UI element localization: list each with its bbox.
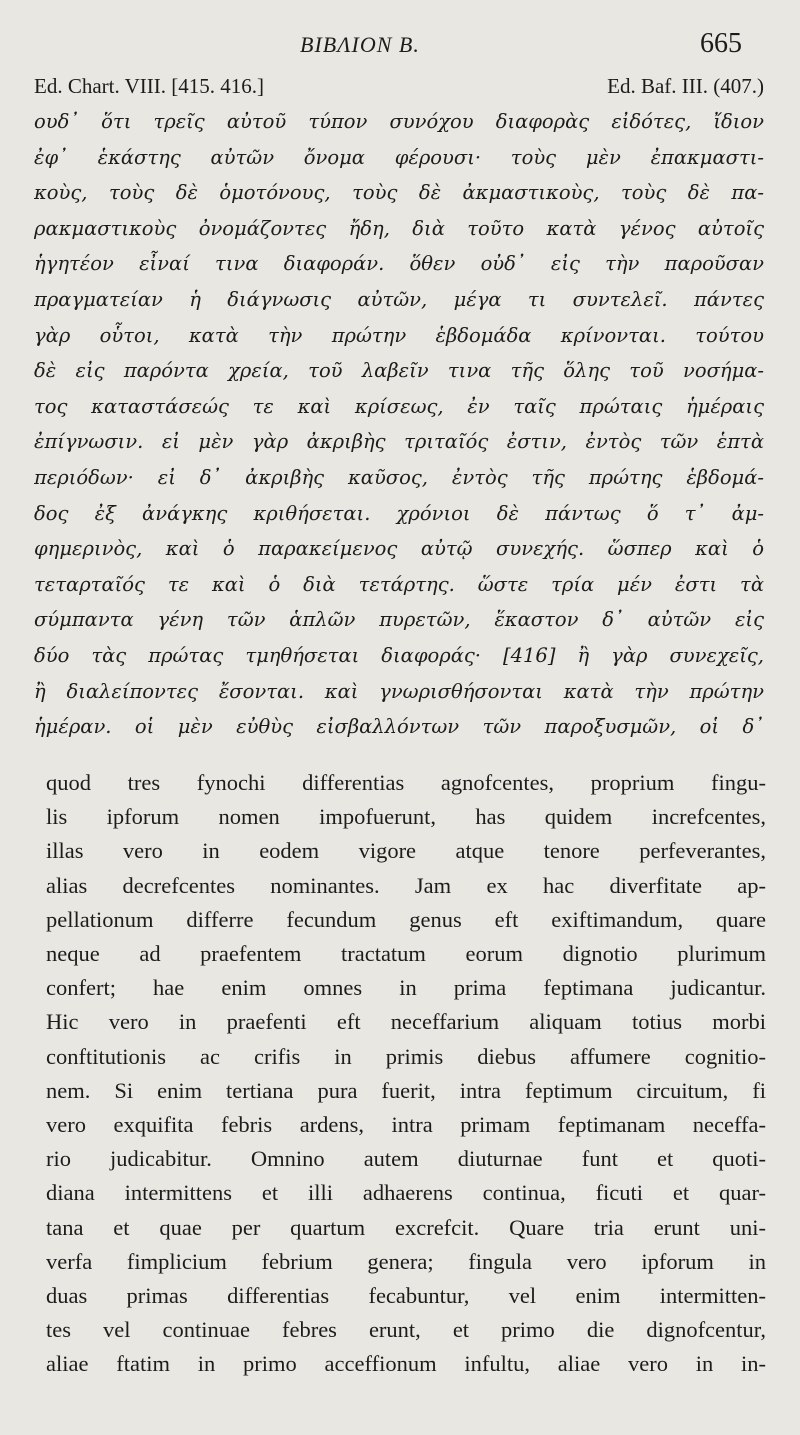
edition-basel-reference: Ed. Baf. III. (407.) [607,74,764,98]
latin-text-line: quod tres fynochi differentias agnofcentes, proprium fingu- [46,770,766,795]
greek-text-line: δος ἐξ ἀνάγκης κριθήσεται. χρόνιοι δὲ πάντως ὅ τ᾽ ἀμ- [34,501,764,525]
greek-text-line: φημερινὸς, καὶ ὁ παρακείμενος αὐτῷ συνεχής. ὥσπερ καὶ ὁ [34,537,764,561]
greek-text-line: ἡμέραν. οἱ μὲν εὐθὺς εἰσβαλλόντων τῶν παροξυσμῶν, οἱ δ᾽ [34,715,764,739]
latin-text-line: verfa fimplicium febrium genera; fingula vero ipforum in [46,1248,766,1274]
latin-text-line: alias decrefcentes nominantes. Jam ex hac diverfitate ap- [46,872,766,898]
latin-text-line: pellationum differre fecundum genus eft exiftimandum, quare [46,906,766,932]
latin-text-line: tana et quae per quartum excrefcit. Quare tria erunt uni- [46,1214,766,1240]
latin-text-line: illas vero in eodem vigore atque tenore perfeverantes, [46,838,766,864]
latin-text-line: vero exquifita febris ardens, intra primam feptimanam neceffa- [46,1112,766,1138]
latin-text-block [46,766,766,1382]
book-title: BIBΛION B. [300,32,420,57]
latin-text-line: Hic vero in praefenti eft neceffarium aliquam totius morbi [46,1009,766,1035]
greek-text-line: ρακμαστικοὺς ὀνομάζοντες ἤδη, διὰ τοῦτο κατὰ γένος αὐτοῖς [34,216,764,240]
greek-text-line: δὲ εἰς παρόντα χρεία, τοῦ λαβεῖν τινα τῆς ὅλης τοῦ νοσήμα- [34,359,764,383]
greek-text-line: τεταρταῖός τε καὶ ὁ διὰ τετάρτης. ὥστε τρία μέν ἐστι τὰ [34,572,764,596]
greek-text-line: ουδ᾽ ὅτι τρεῖς αὐτοῦ τύπον συνόχου διαφορὰς εἰδότες, ἴδιον [34,110,764,133]
latin-text-line: conftitutionis ac crifis in primis diebus affumere cognitio- [46,1043,766,1069]
latin-text-line: confert; hae enim omnes in prima feptimana judicantur. [46,975,766,1001]
edition-reference [34,74,764,104]
latin-text-line: neque ad praefentem tractatum eorum dignotio plurimum [46,941,766,967]
latin-text-line: aliae ftatim in primo acceffionum infultu, aliae vero in in- [46,1351,766,1377]
greek-text-line: γὰρ οὗτοι, κατὰ τὴν πρώτην ἑβδομάδα κρίνονται. τούτου [34,323,764,347]
latin-text-line: nem. Si enim tertiana pura fuerit, intra feptimum circuitum, fi [46,1077,766,1103]
running-head [0,28,800,62]
page-number: 665 [700,28,742,59]
greek-text-line: ἐφ᾽ ἑκάστης αὐτῶν ὄνομα φέρουσι· τοὺς μὲν ἐπακμαστι- [34,145,764,169]
greek-text-line: πραγματείαν ἡ διάγνωσις αὐτῶν, μέγα τι συντελεῖ. πάντες [34,287,764,311]
greek-text-line: περιόδων· εἰ δ᾽ ἀκριβὴς καῦσος, ἐντὸς τῆς πρώτης ἑβδομά- [34,465,764,489]
greek-text-line: σύμπαντα γένη τῶν ἁπλῶν πυρετῶν, ἕκαστον δ᾽ αὐτῶν εἰς [34,608,764,632]
greek-text-block [34,104,764,745]
greek-text-line: ἡγητέον εἶναί τινα διαφοράν. ὅθεν οὐδ᾽ εἰς τὴν παροῦσαν [34,252,764,276]
latin-text-line: lis ipforum nomen impofuerunt, has quidem increfcentes, [46,804,766,830]
latin-text-line: duas primas differentias fecabuntur, vel enim intermitten- [46,1283,766,1309]
greek-text-line: τος καταστάσεώς τε καὶ κρίσεως, ἐν ταῖς πρώταις ἡμέραις [34,394,764,418]
latin-text-line: tes vel continuae febres erunt, et primo die dignofcentur, [46,1317,766,1343]
edition-chart-reference: Ed. Chart. VIII. [415. 416.] [34,74,264,98]
greek-text-line: ἢ διαλείποντες ἔσονται. καὶ γνωρισθήσονται κατὰ τὴν πρώτην [34,679,764,703]
latin-text-line: diana intermittens et illi adhaerens continua, ficuti et quar- [46,1180,766,1206]
greek-text-line: δύο τὰς πρώτας τμηθήσεται διαφοράς· [416] ἢ γὰρ συνεχεῖς, [34,643,764,667]
greek-text-line: ἐπίγνωσιν. εἰ μὲν γὰρ ἀκριβὴς τριταῖός ἐστιν, ἐντὸς τῶν ἑπτὰ [34,430,764,454]
greek-text-line: κοὺς, τοὺς δὲ ὁμοτόνους, τοὺς δὲ ἀκμαστικοὺς, τοὺς δὲ πα- [34,181,764,205]
latin-text-line: rio judicabitur. Omnino autem diuturnae funt et quoti- [46,1146,766,1172]
